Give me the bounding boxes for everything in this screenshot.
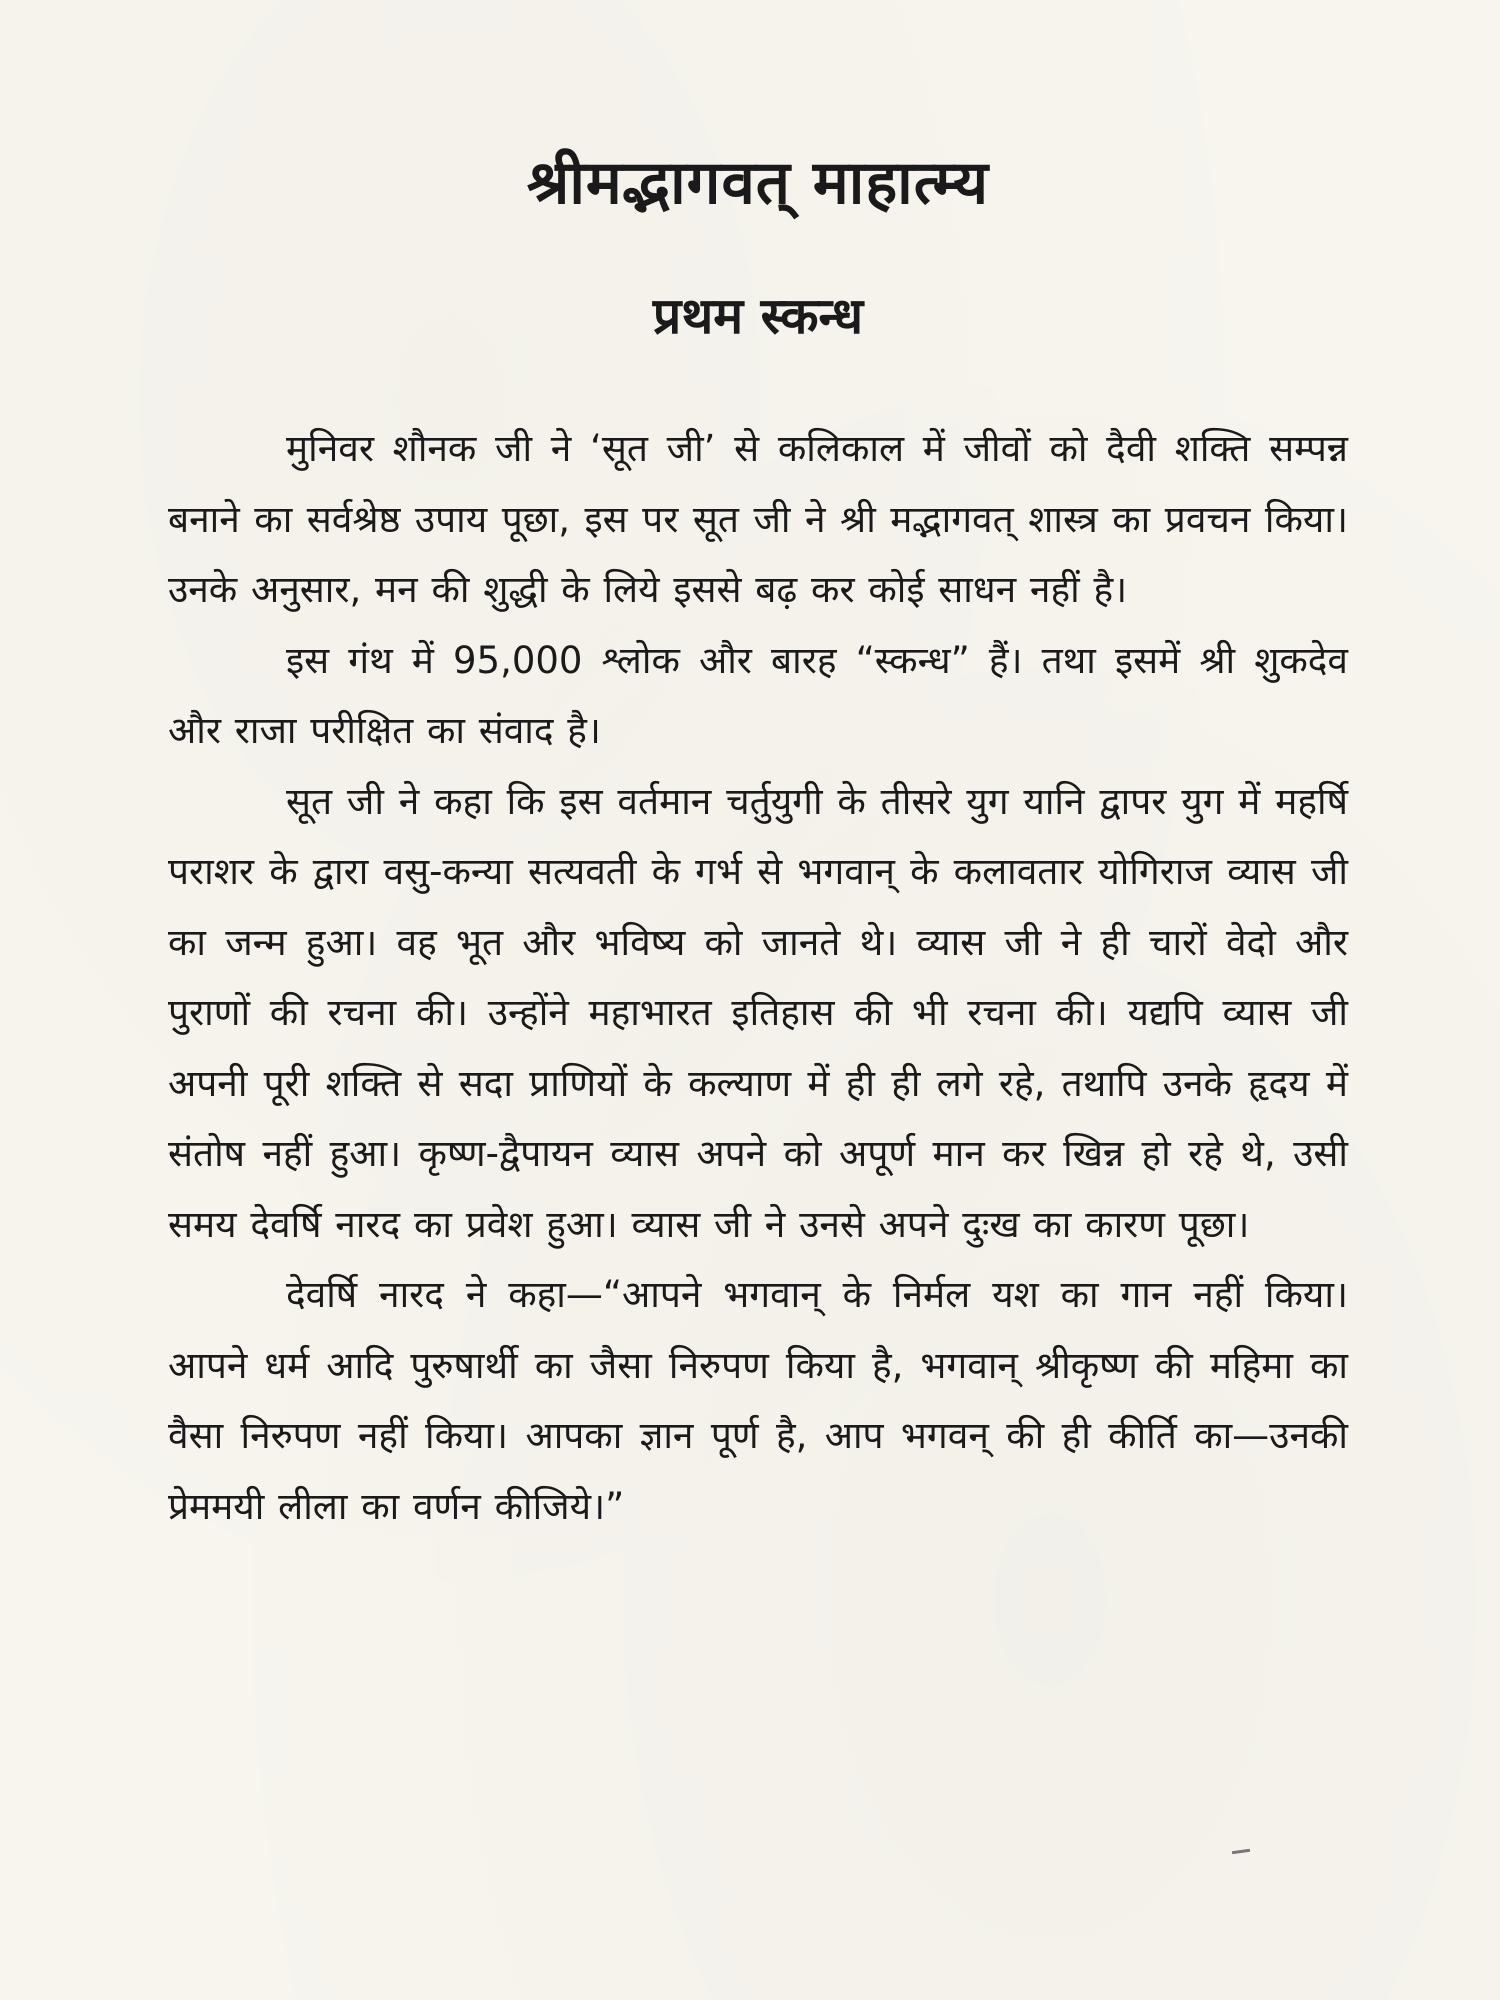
paragraph-1: मुनिवर शौनक जी ने ‘सूत जी’ से कलिकाल में जीवों को दैवी शक्ति सम्पन्न बनाने का सर्वश्रेष्ठ उपाय पूछा, इस पर सूत जी ने श्री मद्भागवत् शास्त्र का प्रवचन किया। उनके अनुसार, मन की शुद्धी के लिये इससे बढ़ कर कोई साधन नहीं है। [168, 427, 1348, 611]
body-text [168, 414, 1348, 1542]
paragraph-3: सूत जी ने कहा कि इस वर्तमान चर्तुयुगी के तीसरे युग यानि द्वापर युग में महर्षि पराशर के द्वारा वसु-कन्या सत्यवती के गर्भ से भगवान् के कलावतार योगिराज व्यास जी का जन्म हुआ। वह भूत और भविष्य को जानते थे। व्यास जी ने ही चारों वेदो और पुराणों की रचना की। उन्होंने महाभारत इतिहास की भी रचना की। यद्यपि व्यास जी अपनी पूरी शक्ति से सदा प्राणियों के कल्याण में ही ही लगे रहे, तथापि उनके हृदय में संतोष नहीं हुआ। कृष्ण-द्वैपायन व्यास अपने को अपूर्ण मान कर खिन्न हो रहे थे, उसी समय देवर्षि नारद का प्रवेश हुआ। व्यास जी ने उनसे अपने दुःख का कारण पूछा। [168, 779, 1348, 1246]
page-content [168, 138, 1348, 1542]
paragraph-4: देवर्षि नारद ने कहा—“आपने भगवान् के निर्मल यश का गान नहीं किया। आपने धर्म आदि पुरुषार्थी का जैसा निरुपण किया है, भगवान् श्रीकृष्ण की महिमा का वैसा निरुपण नहीं किया। आपका ज्ञान पूर्ण है, आप भगवन् की ही कीर्ति का—उनकी प्रेममयी लीला का वर्णन कीजिये।” [168, 1273, 1348, 1528]
page-title: श्रीमद्भागवत् माहात्म्य [526, 148, 990, 218]
stray-ink-mark [1232, 1849, 1250, 1854]
paragraph-2: इस गंथ में 95,000 श्लोक और बारह “स्कन्ध” हैं। तथा इसमें श्री शुकदेव और राजा परीक्षित का संवाद है। [168, 638, 1348, 752]
section-subtitle: प्रथम स्कन्ध [652, 287, 864, 345]
